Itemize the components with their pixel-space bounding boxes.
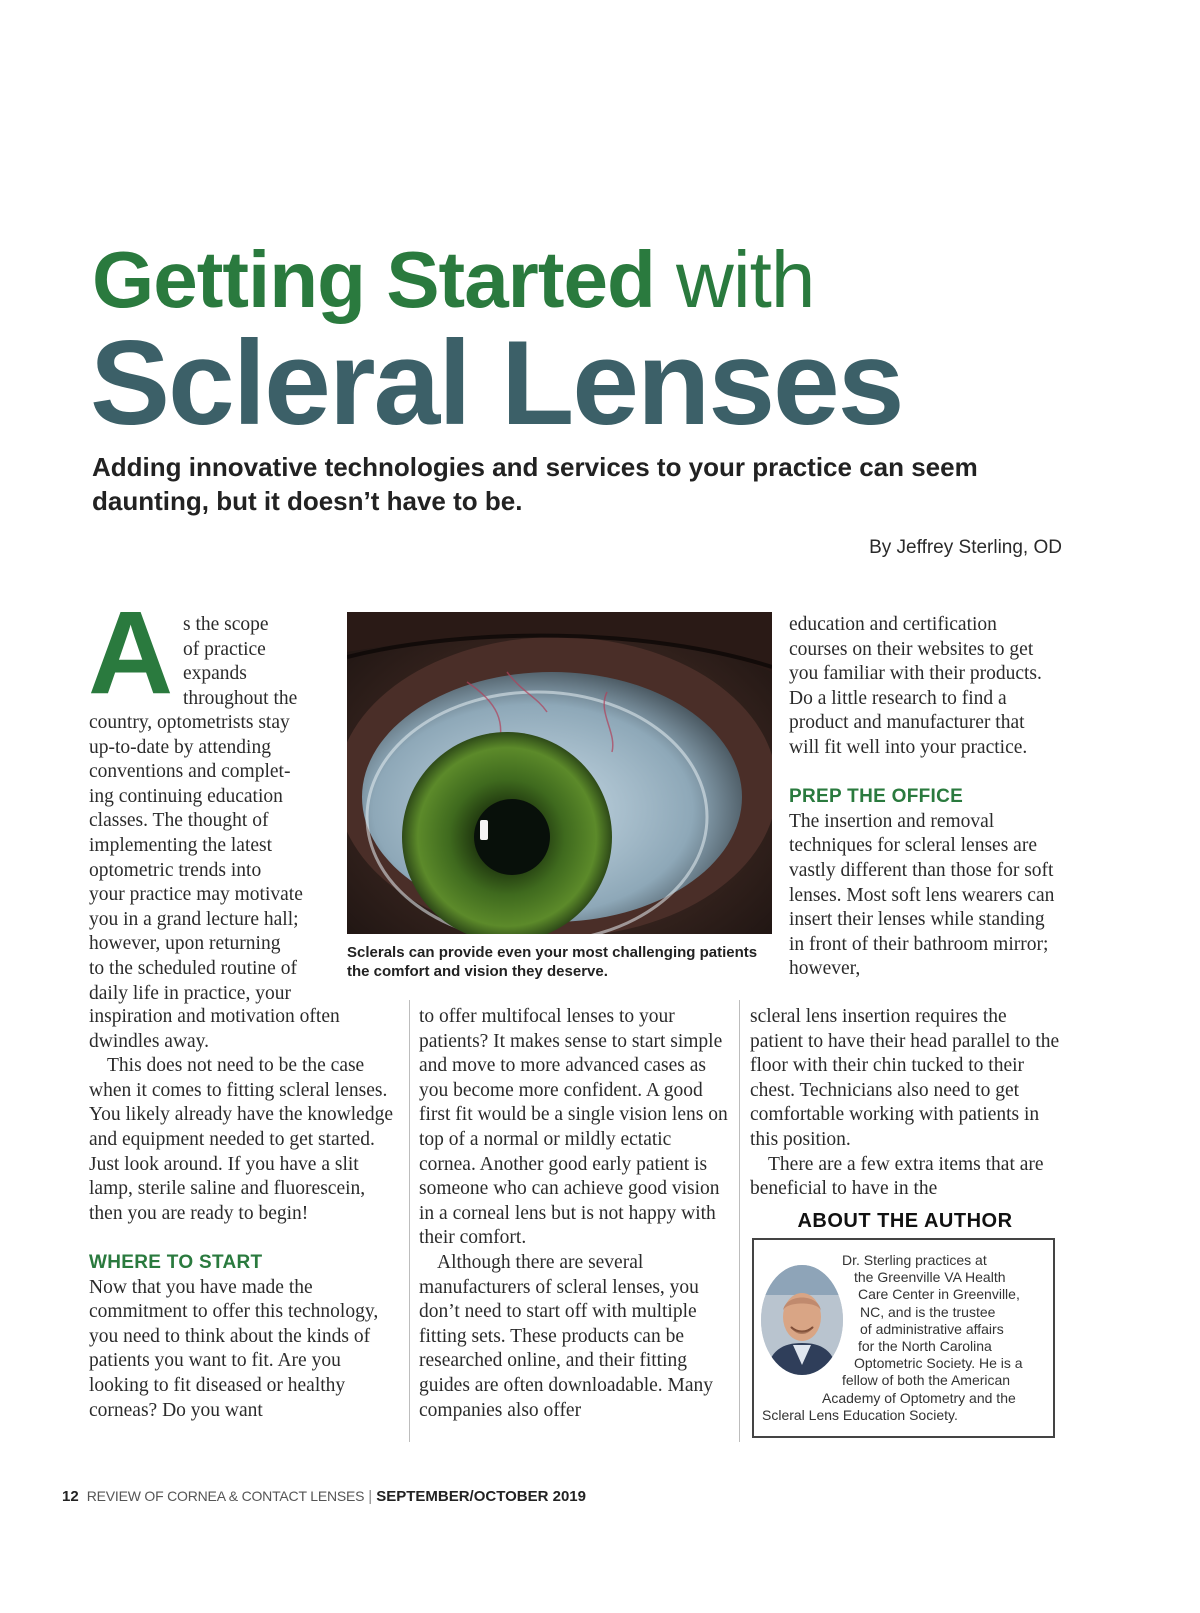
- subtitle: Adding innovative technologies and services to your practice can seem daunting, but it doesn’t have to be.: [92, 452, 978, 516]
- intro-line: throughout the: [183, 687, 298, 709]
- intro-line: to the scheduled routine of: [89, 957, 297, 979]
- section-heading: WHERE TO START: [89, 1251, 263, 1273]
- paragraph: education and certification courses on their websites to get you familiar with their products. Do a little research to find a product and manufacturer that will fit well into your practice.: [789, 614, 1042, 758]
- bio-line: the Greenville VA Health: [854, 1269, 1006, 1286]
- bio-line: Scleral Lens Education Society.: [762, 1406, 958, 1423]
- column-1-lower: [89, 1005, 399, 1423]
- paragraph: scleral lens insertion requires the patient to have their head parallel to the floor with their chin tucked to their chest. Technicians also need to get comfortable working with patients in this position.: [750, 1006, 1060, 1150]
- drop-cap: A: [88, 587, 174, 719]
- eye-illustration: [347, 612, 772, 934]
- publication-name: REVIEW OF CORNEA & CONTACT LENSES: [86, 1488, 365, 1504]
- column-divider: [739, 1000, 740, 1442]
- column-2: [419, 1005, 729, 1423]
- intro-line: country, optometrists stay: [89, 712, 290, 733]
- paragraph: to offer multifocal lenses to your patients? It makes sense to start simple and move to more advanced cases as you become more confident. A good first fit would be a single vision lens on top of a normal or mildly ectatic cornea. Another good early patient is someone who can achieve good vision in a corneal lens but is not happy with their comfort.: [419, 1006, 728, 1249]
- title-bold: Getting Started: [92, 235, 655, 324]
- bio-line: of administrative affairs: [860, 1320, 1004, 1337]
- intro-line: conventions and complet-: [89, 761, 291, 783]
- section-heading: PREP THE OFFICE: [789, 786, 964, 808]
- intro-line: you in a grand lecture hall;: [89, 908, 299, 930]
- intro-line: expands: [183, 663, 247, 685]
- author-bio: [760, 1252, 1050, 1424]
- paragraph: This does not need to be the case when it comes to fitting scleral lenses. You likely already have the knowledge and equipment needed to get started. Just look around. If you have a slit lamp, sterile saline and fluorescein, then you are ready to begin!: [89, 1055, 393, 1224]
- bio-line: fellow of both the American: [842, 1372, 1011, 1389]
- page-number: 12: [62, 1488, 79, 1505]
- bio-line: Optometric Society. He is a: [854, 1355, 1023, 1372]
- intro-mid: [89, 711, 349, 1006]
- paragraph: inspiration and motivation often dwindles away.: [89, 1006, 340, 1052]
- bio-line: Care Center in Greenville,: [858, 1286, 1020, 1303]
- page-footer: [62, 1488, 586, 1505]
- paragraph: The insertion and removal techniques for scleral lenses are vastly different than those for soft lenses. Most soft lens wearers can insert their lenses while standing in front of their bathroom mirror; however,: [789, 810, 1055, 980]
- byline: By Jeffrey Sterling, OD: [869, 537, 1062, 558]
- intro-line: your practice may motivate: [89, 884, 303, 906]
- photo-caption: Sclerals can provide even your most challenging patients the comfort and vision they deserve.: [347, 944, 758, 980]
- paragraph: Although there are several manufacturers of scleral lenses, you don’t need to start off with multiple fitting sets. These products can be researched online, and their fitting guides are often downloadable. Many companies also offer: [419, 1251, 714, 1421]
- intro-line: implementing the latest: [89, 834, 273, 856]
- issue-date: SEPTEMBER/OCTOBER 2019: [376, 1488, 586, 1505]
- intro-line: ing continuing education: [89, 785, 283, 807]
- bio-line: for the North Carolina: [858, 1338, 992, 1355]
- intro-line: daily life in practice, your: [89, 982, 291, 1004]
- paragraph: Now that you have made the commitment to offer this technology, you need to think about the kinds of patients you want to fit. Are you looking to fit diseased or healthy corneas? Do you want: [89, 1276, 379, 1421]
- column-3-upper: [789, 613, 1059, 982]
- intro-line: up-to-date by attending: [89, 736, 271, 758]
- title-line-1: [92, 232, 814, 328]
- eye-photo: [347, 612, 772, 934]
- column-divider: [409, 1000, 410, 1442]
- intro-line: of practice: [183, 638, 266, 660]
- intro-line: classes. The thought of: [89, 810, 269, 832]
- footer-separator: |: [368, 1488, 373, 1505]
- about-heading: ABOUT THE AUTHOR: [797, 1210, 1013, 1232]
- bio-line: Academy of Optometry and the: [822, 1389, 1016, 1406]
- paragraph: There are a few extra items that are beneficial to have in the: [750, 1153, 1044, 1200]
- intro-line: however, upon returning: [89, 933, 281, 955]
- title-main: Scleral Lenses: [90, 316, 903, 450]
- column-3-lower: [750, 1005, 1060, 1202]
- title-light: with: [676, 235, 815, 324]
- intro-line: s the scope: [183, 614, 269, 635]
- bio-line: NC, and is the trustee: [860, 1303, 996, 1320]
- intro-line: optometric trends into: [89, 859, 262, 881]
- bio-line: Dr. Sterling practices at: [842, 1252, 987, 1268]
